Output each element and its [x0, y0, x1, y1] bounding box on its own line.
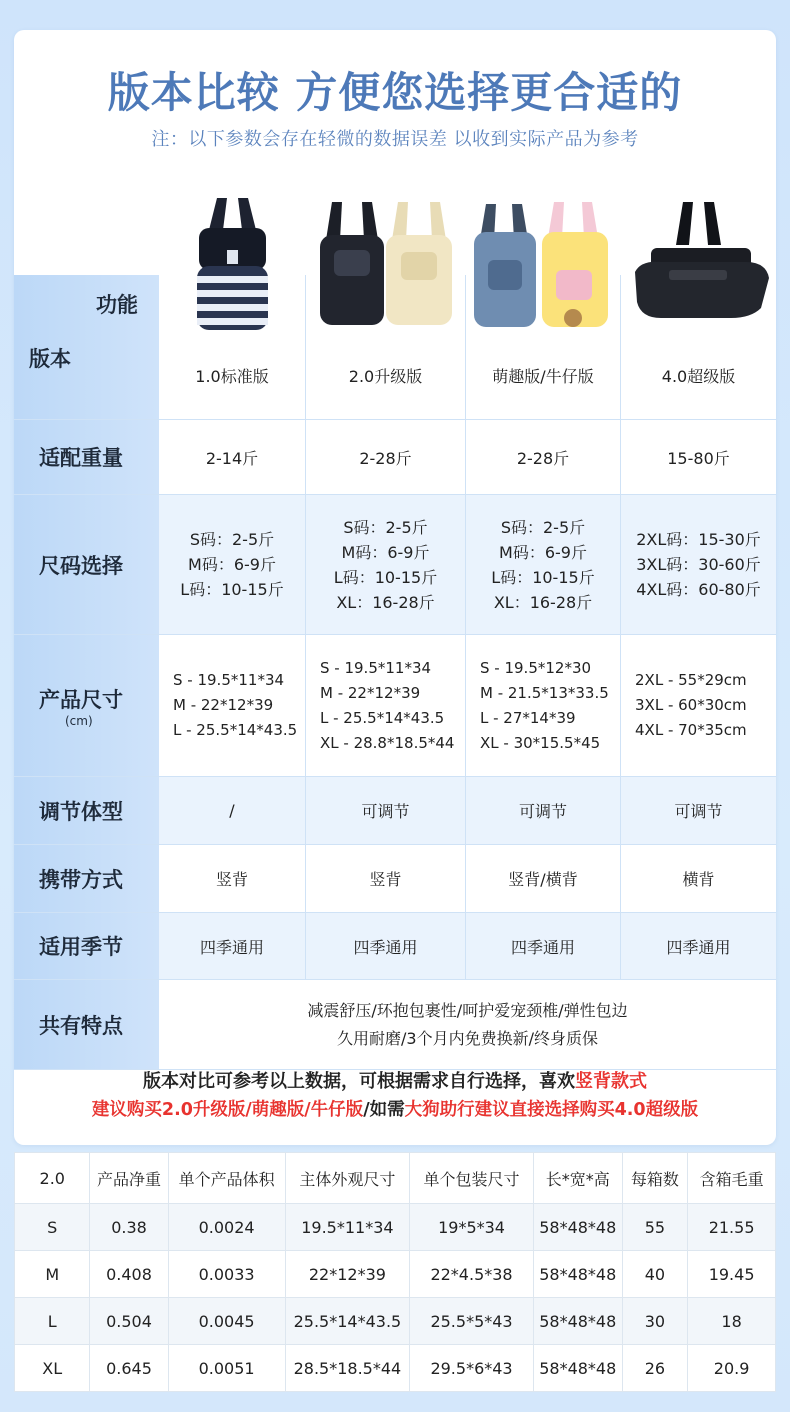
features-line-2: 久用耐磨/3个月内免费换新/终身质保: [337, 1028, 598, 1048]
version-3: 萌趣版/牛仔版: [466, 275, 621, 420]
spec-cell: S: [15, 1204, 90, 1251]
carry-v2: 竖背: [306, 845, 466, 913]
weight-v4: 15-80斤: [621, 420, 776, 495]
spec-cell: 0.0033: [168, 1251, 285, 1298]
spec-header-cell: 产品净重: [90, 1153, 168, 1204]
size-v2-line: XL：16-28斤: [336, 592, 435, 612]
spec-cell: 19.5*11*34: [285, 1204, 410, 1251]
spec-cell: 0.408: [90, 1251, 168, 1298]
corner-version-label: 版本: [29, 347, 71, 371]
dims-v3-line: XL - 30*15.5*45: [480, 733, 601, 752]
spec-cell: 19*5*34: [410, 1204, 534, 1251]
dims-v2-line: M - 22*12*39: [320, 683, 421, 702]
size-v2-line: M码：6-9斤: [341, 542, 430, 562]
note-line-2-text: /如需: [363, 1100, 405, 1120]
spec-header-cell: 单个包装尺寸: [410, 1153, 534, 1204]
spec-cell: 19.45: [688, 1251, 776, 1298]
spec-row: [15, 1345, 776, 1392]
dims-v4: [621, 635, 776, 777]
size-v3-line: M码：6-9斤: [499, 542, 587, 562]
spec-cell: 20.9: [688, 1345, 776, 1392]
corner-header: [14, 275, 159, 420]
size-v3-line: S码：2-5斤: [500, 517, 586, 537]
spec-cell: 0.0024: [168, 1204, 285, 1251]
note-line-1-highlight: 竖背款式: [575, 1071, 647, 1092]
spec-cell: 0.38: [90, 1204, 168, 1251]
spec-cell: 58*48*48: [533, 1204, 622, 1251]
size-v1-line: S码：2-5斤: [189, 530, 275, 549]
comparison-grid: [14, 275, 776, 1070]
spec-header-cell: 每箱数: [622, 1153, 688, 1204]
dimensions-label: 产品尺寸: [39, 687, 123, 712]
size-v4-line: 4XL码：60-80斤: [636, 580, 761, 599]
row-label-size: 尺码选择: [14, 495, 159, 635]
carry-v1: 竖背: [159, 845, 306, 913]
spec-header-cell: 含箱毛重: [688, 1153, 776, 1204]
note-line-2-highlight-b: 大狗助行建议直接选择购买4.0超级版: [404, 1100, 699, 1120]
dims-v2-line: XL - 28.8*18.5*44: [320, 733, 455, 752]
note-line-2-highlight-a: 建议购买2.0升级版/萌趣版/牛仔版: [91, 1100, 364, 1120]
dims-v1: [159, 635, 306, 777]
note-line-1: [14, 1067, 776, 1093]
page-title: 版本比较 方便您选择更合适的: [107, 68, 683, 117]
dims-v1-line: L - 25.5*14*43.5: [173, 721, 298, 739]
spec-cell: 0.645: [90, 1345, 168, 1392]
comparison-card: [14, 30, 776, 1145]
spec-cell: 58*48*48: [533, 1345, 622, 1392]
dims-v4-line: 4XL - 70*35cm: [635, 721, 747, 739]
dims-v4-line: 3XL - 60*30cm: [635, 696, 747, 714]
version-4: 4.0超级版: [621, 275, 776, 420]
size-v2: [306, 495, 466, 635]
spec-cell: 0.0051: [168, 1345, 285, 1392]
size-v3-line: L码：10-15斤: [491, 567, 595, 587]
row-label-weight: 适配重量: [14, 420, 159, 495]
carry-v3: 竖背/横背: [466, 845, 621, 913]
size-v2-line: L码：10-15斤: [333, 567, 438, 587]
spec-header-cell: 长*宽*高: [533, 1153, 622, 1204]
dims-v3-line: L - 27*14*39: [480, 708, 576, 727]
spec-row: [15, 1298, 776, 1345]
spec-table: [14, 1152, 776, 1392]
features-line-1: 减震舒压/环抱包裹性/呵护爱宠颈椎/弹性包边: [307, 1000, 628, 1020]
size-v1-line: M码：6-9斤: [188, 555, 276, 574]
dims-v2-line: S - 19.5*11*34: [320, 658, 432, 677]
row-label-dimensions: [14, 635, 159, 777]
spec-cell: 58*48*48: [533, 1298, 622, 1345]
spec-cell: 18: [688, 1298, 776, 1345]
spec-row: [15, 1251, 776, 1298]
spec-cell: M: [15, 1251, 90, 1298]
spec-cell: 28.5*18.5*44: [285, 1345, 410, 1392]
dims-v1-line: S - 19.5*11*34: [173, 671, 285, 689]
season-v2: 四季通用: [306, 913, 466, 980]
size-v4: [621, 495, 776, 635]
adjust-v3: 可调节: [466, 777, 621, 845]
size-v1-line: L码：10-15斤: [180, 580, 284, 599]
spec-cell: 40: [622, 1251, 688, 1298]
row-label-adjust: 调节体型: [14, 777, 159, 845]
spec-cell: L: [15, 1298, 90, 1345]
dims-v2-line: L - 25.5*14*43.5: [320, 708, 445, 727]
features-text: [159, 980, 776, 1070]
size-v1: [159, 495, 306, 635]
season-v1: 四季通用: [159, 913, 306, 980]
season-v4: 四季通用: [621, 913, 776, 980]
spec-header-cell: 主体外观尺寸: [285, 1153, 410, 1204]
adjust-v2: 可调节: [306, 777, 466, 845]
size-v4-line: 3XL码：30-60斤: [636, 555, 761, 574]
spec-cell: 22*12*39: [285, 1251, 410, 1298]
weight-v2: 2-28斤: [306, 420, 466, 495]
spec-header-cell: 单个产品体积: [168, 1153, 285, 1204]
spec-cell: 29.5*6*43: [410, 1345, 534, 1392]
dims-v2: [306, 635, 466, 777]
dims-v3-line: M - 21.5*13*33.5: [480, 683, 609, 702]
note-line-1-text: 版本对比可参考以上数据，可根据需求自行选择，喜欢: [143, 1071, 575, 1092]
spec-cell: 0.0045: [168, 1298, 285, 1345]
dims-v1-line: M - 22*12*39: [173, 696, 274, 714]
season-v3: 四季通用: [466, 913, 621, 980]
spec-row: [15, 1204, 776, 1251]
corner-function-label: 功能: [96, 293, 138, 317]
adjust-v1: /: [159, 777, 306, 845]
adjust-v4: 可调节: [621, 777, 776, 845]
version-2: 2.0升级版: [306, 275, 466, 420]
size-v3-line: XL：16-28斤: [493, 592, 593, 612]
version-1: 1.0标准版: [159, 275, 306, 420]
row-label-carry: 携带方式: [14, 845, 159, 913]
spec-header-cell: 2.0: [15, 1153, 90, 1204]
row-label-season: 适用季节: [14, 913, 159, 980]
size-v2-line: S码：2-5斤: [343, 517, 428, 537]
weight-v3: 2-28斤: [466, 420, 621, 495]
dims-v3: [466, 635, 621, 777]
spec-cell: 26: [622, 1345, 688, 1392]
spec-cell: 58*48*48: [533, 1251, 622, 1298]
dims-v3-line: S - 19.5*12*30: [480, 658, 592, 677]
spec-cell: 25.5*14*43.5: [285, 1298, 410, 1345]
note-line-2: [14, 1096, 776, 1121]
size-v4-line: 2XL码：15-30斤: [636, 530, 761, 549]
dims-v4-line: 2XL - 55*29cm: [635, 671, 747, 689]
spec-cell: 25.5*5*43: [410, 1298, 534, 1345]
spec-header-row: [15, 1153, 776, 1204]
carry-v4: 横背: [621, 845, 776, 913]
spec-cell: 0.504: [90, 1298, 168, 1345]
row-label-features: 共有特点: [14, 980, 159, 1070]
spec-cell: 55: [622, 1204, 688, 1251]
spec-cell: 21.55: [688, 1204, 776, 1251]
weight-v1: 2-14斤: [159, 420, 306, 495]
dimensions-unit: (cm): [65, 713, 93, 728]
spec-cell: 22*4.5*38: [410, 1251, 534, 1298]
size-v3: [466, 495, 621, 635]
spec-cell: XL: [15, 1345, 90, 1392]
page-subtitle: 注：以下参数会存在轻微的数据误差 以收到实际产品为参考: [151, 129, 639, 150]
spec-cell: 30: [622, 1298, 688, 1345]
